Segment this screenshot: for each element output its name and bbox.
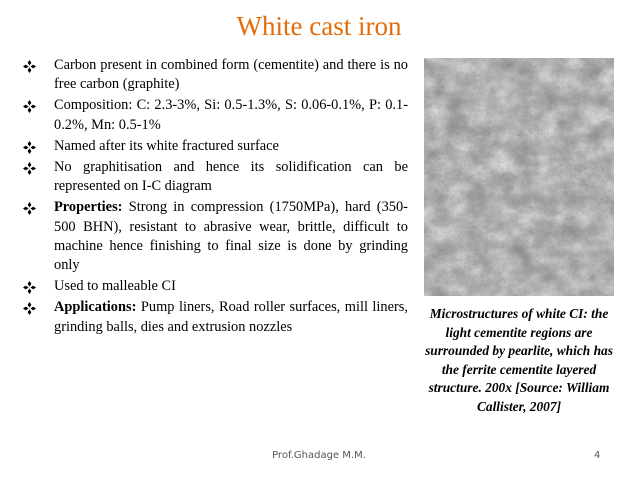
microstructure-image (424, 58, 614, 296)
bullet-item (22, 158, 408, 196)
microstructure-texture (424, 58, 614, 296)
bullet-item (22, 198, 408, 275)
bullet-item (22, 137, 408, 156)
bullet-item (22, 298, 408, 336)
four-diamond-star-icon (23, 281, 36, 294)
bullet-lead: Properties: (54, 199, 123, 216)
four-diamond-star-icon (23, 100, 36, 113)
bullet-item (22, 96, 408, 134)
bullet-text: Carbon present in combined form (cementite) and there is no free carbon (graphite) (54, 57, 408, 93)
footer-author: Prof.Ghadage M.M. (272, 450, 366, 461)
bullet-text: Composition: C: 2.3-3%, Si: 0.5-1.3%, S: 0.06-0.1%, P: 0.1-0.2%, Mn: 0.5-1% (54, 97, 408, 133)
bullet-list (22, 56, 408, 339)
four-diamond-star-icon (23, 162, 36, 175)
page-number: 4 (594, 450, 601, 461)
bullet-item (22, 56, 408, 94)
bullet-text: Pump liners, Road roller surfaces, mill liners, grinding balls, dies and extrusion nozzles (54, 299, 408, 335)
bullet-item (22, 277, 408, 296)
bullet-text: No graphitisation and hence its solidification can be represented on I-C diagram (54, 159, 408, 195)
bullet-text: Used to malleable CI (54, 278, 176, 295)
four-diamond-star-icon (23, 202, 36, 215)
four-diamond-star-icon (23, 141, 36, 154)
four-diamond-star-icon (23, 60, 36, 73)
bullet-text: Named after its white fractured surface (54, 137, 279, 154)
four-diamond-star-icon (23, 302, 36, 315)
image-caption: Microstructures of white CI: the light cementite regions are surrounded by pearlite, which has the ferrite cementite layered structure. 200x [Source: William Callister, 2007] (425, 306, 613, 414)
bullet-lead: Applications: (54, 299, 137, 316)
bullet-text: Strong in compression (1750MPa), hard (350-500 BHN), resistant to abrasive wear, brittle, difficult to machine hence finishing to final size is done by grinding only (54, 199, 408, 274)
slide-title: White cast iron (236, 11, 402, 41)
